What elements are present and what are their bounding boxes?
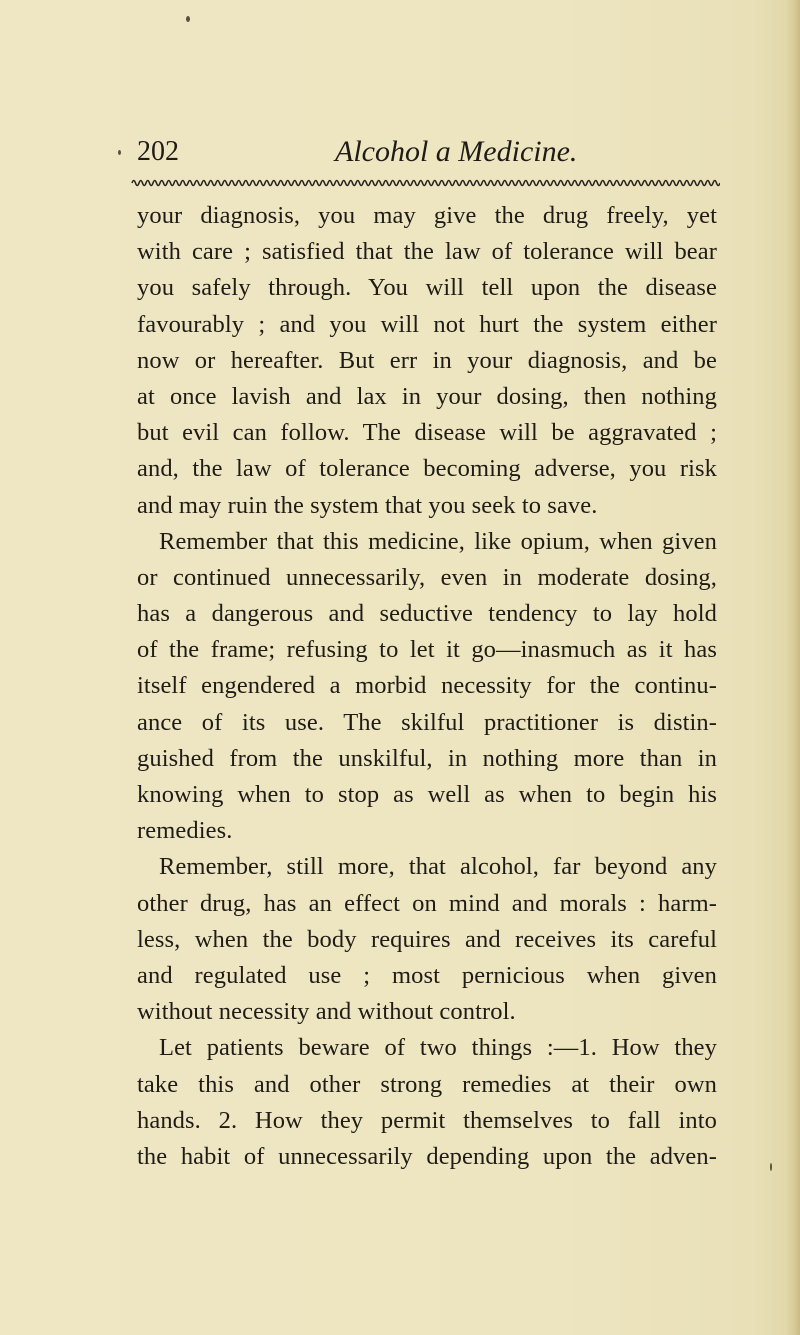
text-line: at once lavish and lax in your dosing, then nothing bbox=[137, 382, 717, 410]
paper-speck bbox=[770, 1163, 772, 1171]
text-line: ance of its use. The skilful practitioner is distin- bbox=[137, 708, 717, 736]
body-text bbox=[137, 198, 717, 1175]
text-line: guished from the unskilful, in nothing more than in bbox=[137, 744, 717, 772]
text-line: and may ruin the system that you seek to save. bbox=[137, 491, 598, 519]
text-line: other drug, has an effect on mind and morals : harm- bbox=[137, 889, 717, 917]
text-line: your diagnosis, you may give the drug freely, yet bbox=[137, 202, 717, 229]
page-number: 202 bbox=[137, 136, 179, 167]
text-line: take this and other strong remedies at their own bbox=[137, 1070, 717, 1098]
decorative-wavy-rule bbox=[130, 176, 720, 190]
text-line: favourably ; and you will not hurt the system either bbox=[137, 310, 717, 338]
text-line: and, the law of tolerance becoming adverse, you risk bbox=[137, 455, 717, 483]
text-line: hands. 2. How they permit themselves to fall into bbox=[137, 1106, 717, 1134]
text-line: you safely through. You will tell upon the disease bbox=[137, 274, 717, 302]
paper-speck bbox=[118, 150, 121, 155]
running-title: Alcohol a Medicine. bbox=[335, 135, 578, 168]
text-line: has a dangerous and seductive tendency to lay hold bbox=[137, 600, 717, 628]
paper-speck bbox=[186, 16, 190, 22]
text-line: and regulated use ; most pernicious when given bbox=[137, 961, 717, 989]
text-line: the habit of unnecessarily depending upon the adven- bbox=[137, 1142, 717, 1170]
text-line: with care ; satisfied that the law of tolerance will bear bbox=[137, 238, 717, 266]
text-line: Remember that this medicine, like opium, when given bbox=[159, 527, 717, 555]
page-edge-shadow bbox=[786, 0, 800, 1335]
text-line: Let patients beware of two things :—1. How they bbox=[159, 1034, 717, 1062]
text-line: now or hereafter. But err in your diagnosis, and be bbox=[137, 346, 717, 374]
page-header bbox=[137, 132, 717, 172]
text-line: itself engendered a morbid necessity for the continu- bbox=[137, 672, 717, 700]
text-line: but evil can follow. The disease will be aggravated ; bbox=[137, 419, 717, 447]
text-line: without necessity and without control. bbox=[137, 998, 516, 1026]
text-line: of the frame; refusing to let it go—inasmuch as it has bbox=[137, 636, 717, 664]
text-line: or continued unnecessarily, even in moderate dosing, bbox=[137, 563, 717, 591]
text-line: less, when the body requires and receives its careful bbox=[137, 925, 717, 953]
text-line: Remember, still more, that alcohol, far beyond any bbox=[159, 853, 717, 881]
text-line: knowing when to stop as well as when to begin his bbox=[137, 781, 717, 808]
text-line: remedies. bbox=[137, 817, 233, 845]
